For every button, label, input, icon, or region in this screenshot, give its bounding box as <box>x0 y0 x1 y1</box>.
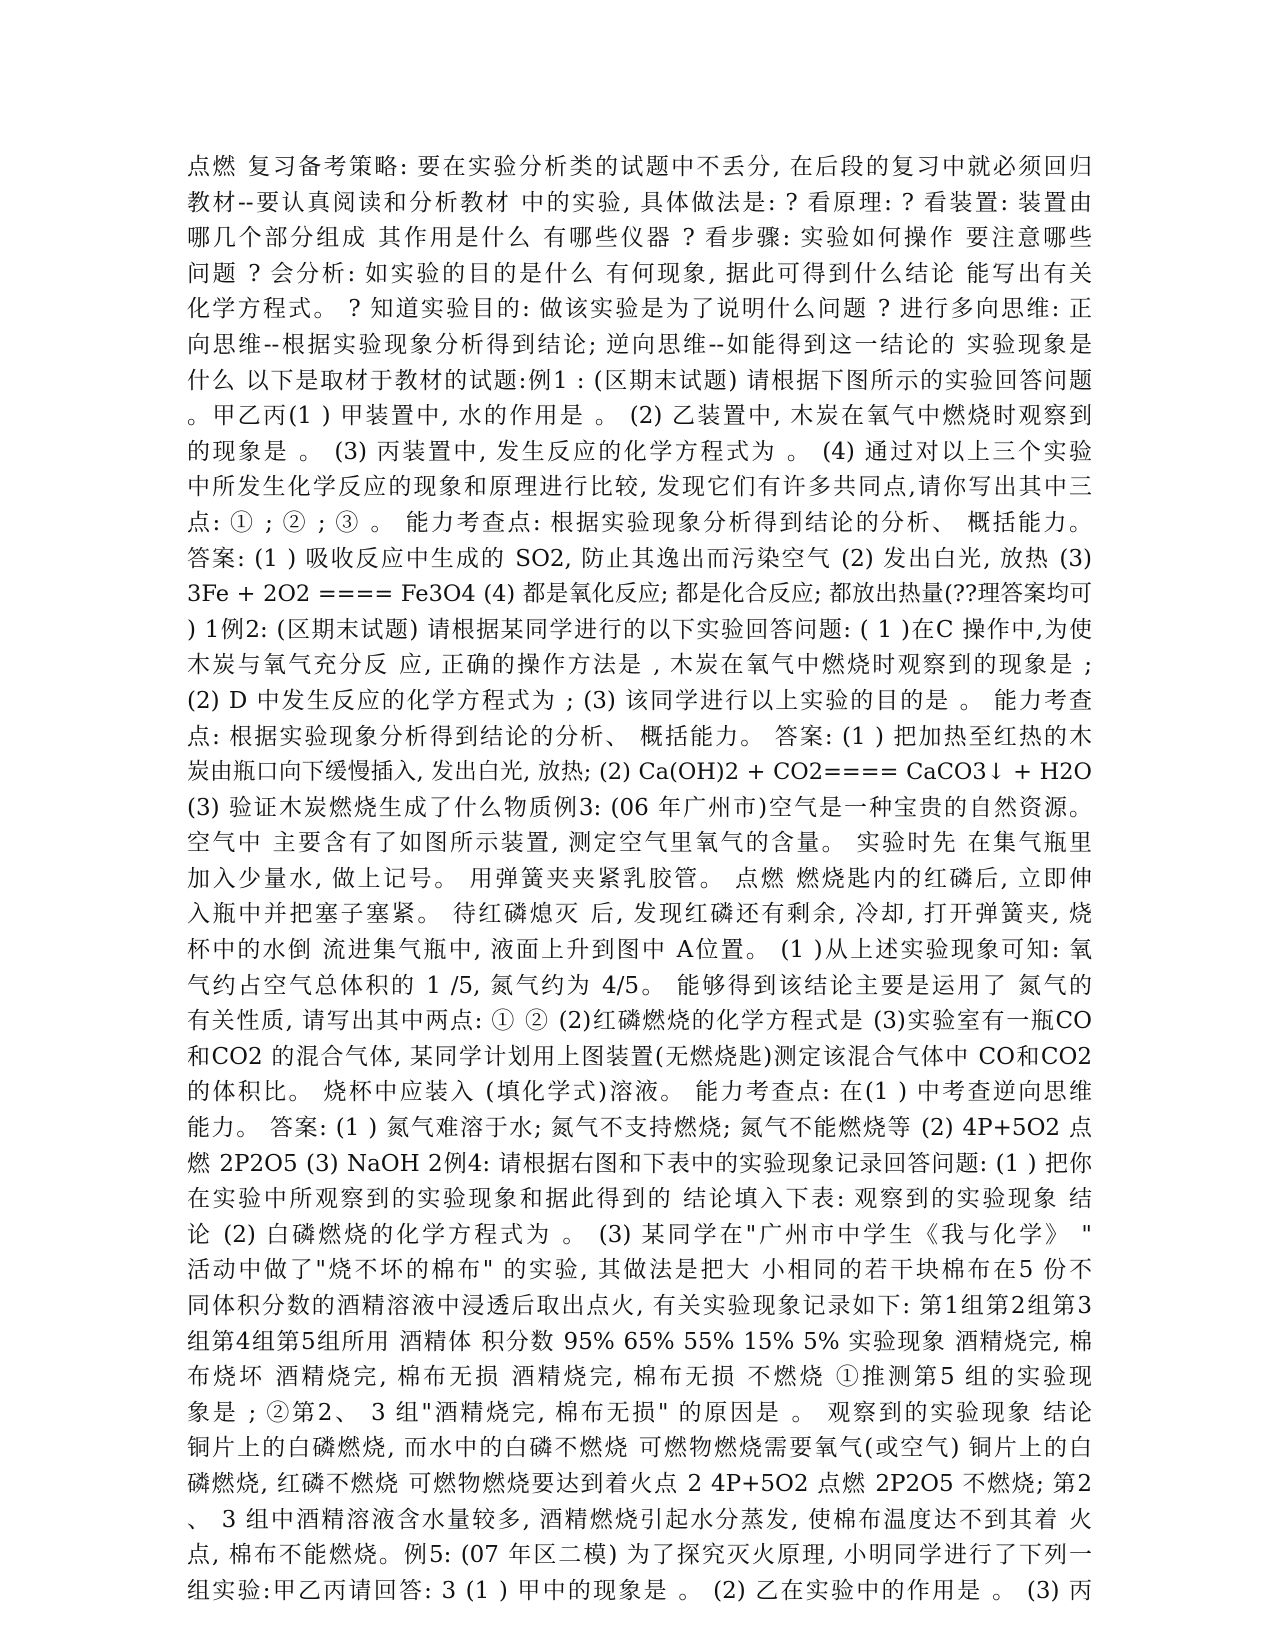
text-line: 教材--要认真阅读和分析教材 中的实验, 具体做法是: ? 看原理: ? 看装置: 装置由 <box>187 189 1092 216</box>
text-line: 的体积比。 烧杯中应装入 (填化学式)溶液。 能力考查点: 在(1 ) 中考查逆向思维 <box>187 1079 1092 1106</box>
text-line: 磷燃烧, 红磷不燃烧 可燃物燃烧要达到着火点 2 4P+5O2 点燃 2P2O5 不燃烧; 第2 <box>187 1470 1092 1497</box>
text-line: 点: 根据实验现象分析得到结论的分析、 概括能力。 答案: (1 ) 把加热至红热的木 <box>187 723 1092 750</box>
text-line: 点: ① ; ② ; ③ 。 能力考查点: 根据实验现象分析得到结论的分析、 概括能力。 <box>187 509 1092 536</box>
text-line: 。甲乙丙(1 ) 甲装置中, 水的作用是 。 (2) 乙装置中, 木炭在氧气中燃烧时观察到 <box>187 403 1092 430</box>
text-line: 点燃 复习备考策略: 要在实验分析类的试题中不丢分, 在后段的复习中就必须回归 <box>187 154 1092 180</box>
text-line: 论 (2) 白磷燃烧的化学方程式为 。 (3) 某同学在"广州市中学生《我与化学》 " <box>187 1221 1092 1248</box>
text-line: 和CO2 的混合气体, 某同学计划用上图装置(无燃烧匙)测定该混合气体中 CO和CO2 <box>187 1043 1092 1070</box>
text-line: (2) D 中发生反应的化学方程式为 ; (3) 该同学进行以上实验的目的是 。 能力考查 <box>187 687 1092 714</box>
text-line: 在实验中所观察到的实验现象和据此得到的 结论填入下表: 观察到的实验现象 结 <box>187 1186 1092 1213</box>
text-line: 木炭与氧气充分反 应, 正确的操作方法是 , 木炭在氧气中燃烧时观察到的现象是 ; <box>187 652 1092 679</box>
text-line: 的现象是 。 (3) 丙装置中, 发生反应的化学方程式为 。 (4) 通过对以上三个实验 <box>187 438 1092 465</box>
text-line: 什么 以下是取材于教材的试题:例1 : (区期末试题) 请根据下图所示的实验回答问题 <box>187 367 1092 394</box>
text-line: 有关性质, 请写出其中两点: ① ② (2)红磷燃烧的化学方程式是 (3)实验室有一瓶CO <box>187 1008 1092 1035</box>
body-text <box>187 150 1092 1609</box>
text-line: 空气中 主要含有了如图所示装置, 测定空气里氧气的含量。 实验时先 在集气瓶里 <box>187 830 1092 857</box>
text-line: 3Fe + 2O2 ==== Fe3O4 (4) 都是氧化反应; 都是化合反应; 都放出热量(??理答案均可 <box>187 581 1092 608</box>
text-line: 组实验:甲乙丙请回答: 3 (1 ) 甲中的现象是 。 (2) 乙在实验中的作用是 。 (3) 丙 <box>187 1577 1092 1604</box>
text-line: 哪几个部分组成 其作用是什么 有哪些仪器 ? 看步骤: 实验如何操作 要注意哪些 <box>187 225 1092 252</box>
text-line: 入瓶中并把塞子塞紧。 待红磷熄灭 后, 发现红磷还有剩余, 冷却, 打开弹簧夹, 烧 <box>187 901 1092 928</box>
text-line: 活动中做了"烧不坏的棉布" 的实验, 其做法是把大 小相同的若干块棉布在5 份不 <box>187 1257 1092 1284</box>
text-line: 布烧坏 酒精烧完, 棉布无损 酒精烧完, 棉布无损 不燃烧 ①推测第5 组的实验现 <box>187 1364 1092 1391</box>
text-line: 能力。 答案: (1 ) 氮气难溶于水; 氮气不支持燃烧; 氮气不能燃烧等 (2) 4P+5O2 点 <box>187 1115 1092 1142</box>
text-line: 向思维--根据实验现象分析得到结论; 逆向思维--如能得到这一结论的 实验现象是 <box>187 331 1092 358</box>
text-line: 问题 ? 会分析: 如实验的目的是什么 有何现象, 据此可得到什么结论 能写出有关 <box>187 260 1092 287</box>
text-line: 象是 ; ②第2、 3 组"酒精烧完, 棉布无损" 的原因是 。 观察到的实验现象 结论 <box>187 1399 1092 1426</box>
text-line: ) 1例2: (区期末试题) 请根据某同学进行的以下实验回答问题: ( 1 )在C 操作中,为使 <box>187 616 1092 643</box>
text-line: 答案: (1 ) 吸收反应中生成的 SO2, 防止其逸出而污染空气 (2) 发出白光, 放热 (3) <box>187 545 1092 572</box>
text-line: 同体积分数的酒精溶液中浸透后取出点火, 有关实验现象记录如下: 第1组第2组第3 <box>187 1293 1092 1319</box>
text-line: 杯中的水倒 流进集气瓶中, 液面上升到图中 A位置。 (1 )从上述实验现象可知: 氧 <box>187 937 1092 964</box>
text-line: 燃 2P2O5 (3) NaOH 2例4: 请根据右图和下表中的实验现象记录回答问题: (1 ) 把你 <box>187 1150 1092 1177</box>
text-line: 炭由瓶口向下缓慢插入, 发出白光, 放热; (2) Ca(OH)2 + CO2==== CaCO3↓ + H2O <box>187 759 1092 786</box>
text-line: (3) 验证木炭燃烧生成了什么物质例3: (06 年广州市)空气是一种宝贵的自然资源。 <box>187 794 1092 821</box>
text-line: 组第4组第5组所用 酒精体 积分数 95% 65% 55% 15% 5% 实验现象 酒精烧完, 棉 <box>187 1328 1092 1355</box>
text-line: 铜片上的白磷燃烧, 而水中的白磷不燃烧 可燃物燃烧需要氧气(或空气) 铜片上的白 <box>187 1435 1092 1462</box>
text-line: 化学方程式。 ? 知道实验目的: 做该实验是为了说明什么问题 ? 进行多向思维: 正 <box>187 296 1092 323</box>
text-line: 加入少量水, 做上记号。 用弹簧夹夹紧乳胶管。 点燃 燃烧匙内的红磷后, 立即伸 <box>187 865 1092 892</box>
text-line: 点, 棉布不能燃烧。例5: (07 年区二模) 为了探究灭火原理, 小明同学进行了下列一 <box>187 1542 1092 1569</box>
text-line: 、 3 组中酒精溶液含水量较多, 酒精燃烧引起水分蒸发, 使棉布温度达不到其着 火 <box>187 1506 1092 1533</box>
text-line: 中所发生化学反应的现象和原理进行比较, 发现它们有许多共同点,请你写出其中三 <box>187 474 1092 501</box>
text-line: 气约占空气总体积的 1 /5, 氮气约为 4/5。 能够得到该结论主要是运用了 氮气的 <box>187 972 1092 999</box>
